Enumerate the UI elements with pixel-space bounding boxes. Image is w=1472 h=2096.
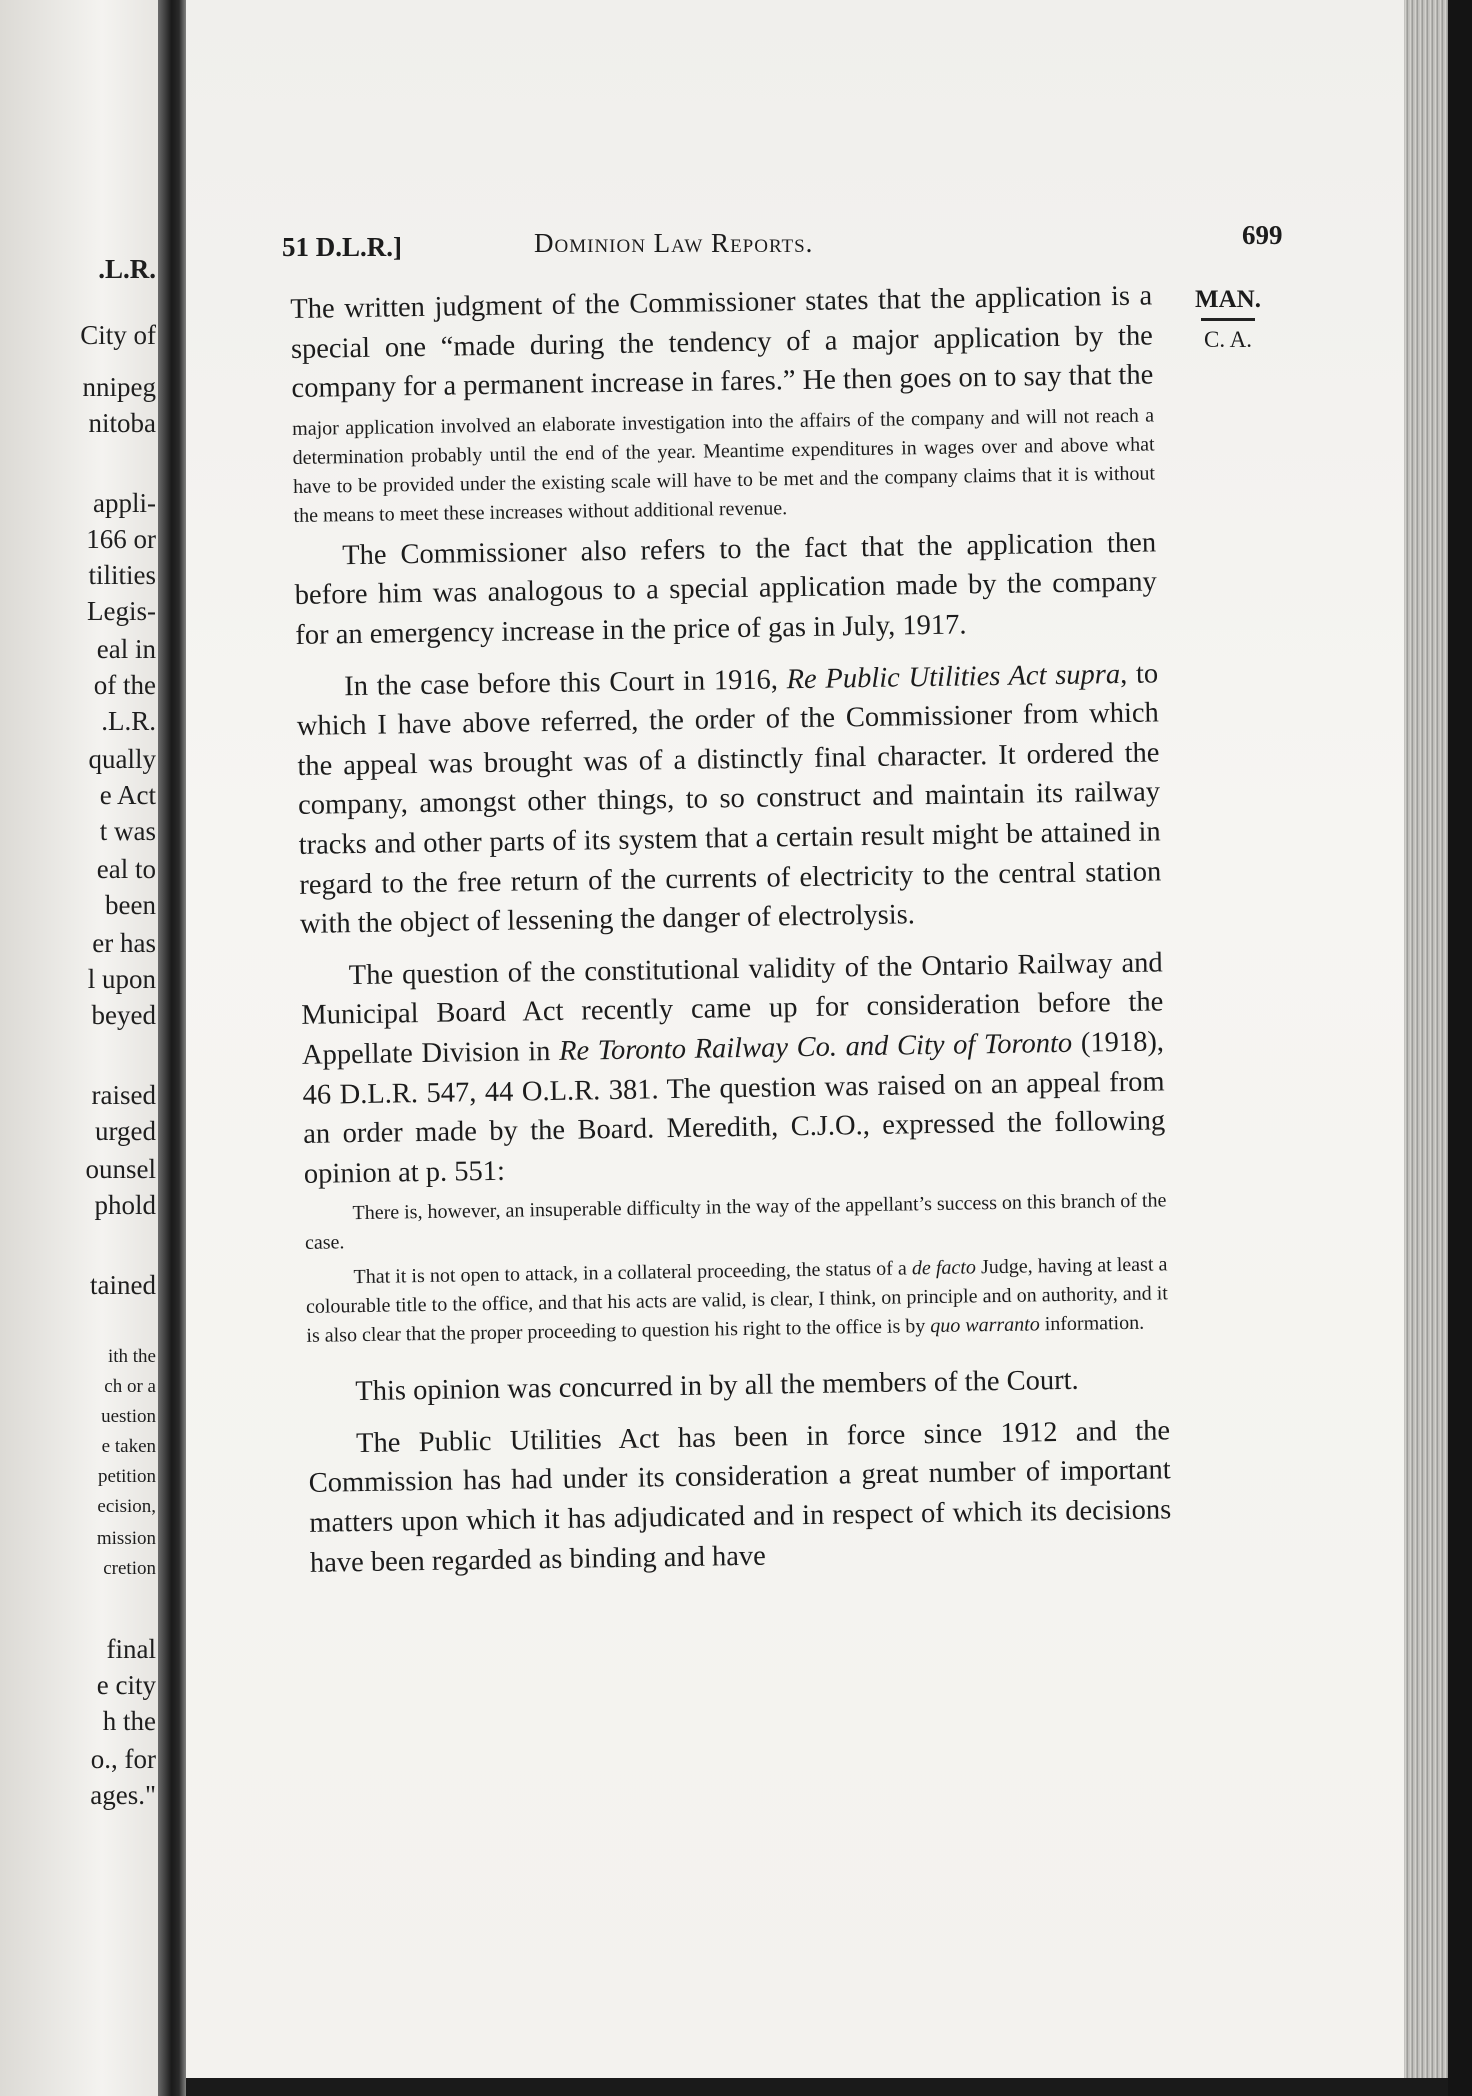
left-page-line: of the xyxy=(93,670,156,700)
paragraph-3-text-a: In the case before this Court in 1916, xyxy=(343,663,787,702)
left-page-line: Legis- xyxy=(87,596,156,626)
left-page-line: qually xyxy=(88,744,156,774)
book-gutter xyxy=(158,0,188,2096)
left-page-line: ecision, xyxy=(97,1496,156,1517)
left-page-line: l upon xyxy=(87,964,156,994)
paragraph-5: This opinion was concurred in by all the members of the Court. xyxy=(355,1365,1079,1408)
block-quote-2: There is, however, an insuperable difficulty in the way of the appellant’s success on this branch of the case. xyxy=(304,1189,1167,1255)
left-page-line: eal in xyxy=(96,634,156,664)
left-page-line: tained xyxy=(90,1270,156,1300)
block-quote-3 xyxy=(305,1251,1168,1352)
paragraph-3 xyxy=(296,654,1162,945)
left-page-line: ch or a xyxy=(104,1376,156,1397)
left-page-line: petition xyxy=(97,1466,156,1487)
margin-court-note xyxy=(1188,286,1268,353)
left-page-line: cretion xyxy=(103,1558,156,1579)
left-page-line: ages." xyxy=(90,1780,156,1810)
left-page-line: been xyxy=(105,890,156,920)
left-page-line: e taken xyxy=(101,1436,156,1457)
block-quote-1: major application involved an elaborate investigation into the affairs of the company and will not reach a determination probably until the end of the year. Meantime expenditures in wages over and above what have to be provided under the existing scale will have to be met and the company claims that it is without the means to meet these increases without additional revenue. xyxy=(292,404,1156,527)
paragraph-4-text-b: (1918), 46 D.L.R. 547, 44 O.L.R. 381. The question was raised on an appeal from an order made by the Board. Meredith, C.J.O., expressed the following opinion at p. 551: xyxy=(302,1026,1166,1190)
left-page-line: urged xyxy=(95,1116,156,1146)
left-page-line: final xyxy=(106,1634,156,1664)
left-page-line: eal to xyxy=(96,854,156,884)
page-body xyxy=(290,276,1172,1583)
case-citation-toronto-railway: Re Toronto Railway Co. and City of Toronto xyxy=(558,1027,1073,1067)
left-page-line: uestion xyxy=(101,1406,156,1427)
right-page xyxy=(186,0,1408,2080)
case-citation-public-utilities: Re Public Utilities Act supra xyxy=(786,658,1121,695)
left-page-line: o., for xyxy=(90,1744,156,1774)
left-page-line: e Act xyxy=(99,780,156,810)
left-page-line: e city xyxy=(96,1670,156,1700)
term-de-facto: de facto xyxy=(911,1256,977,1280)
paragraph-6: The Public Utilities Act has been in force since 1912 and the Commission has had under its consideration a great number of important matters upon which it has adjudicated and in respect of which its decisions have been regarded as binding and have xyxy=(308,1415,1172,1579)
left-page-line: er has xyxy=(92,928,156,958)
left-page-line: raised xyxy=(91,1080,156,1110)
left-page-line: 166 or xyxy=(86,524,156,554)
scan-border-right xyxy=(1448,0,1472,2096)
left-page-line: tilities xyxy=(88,560,156,590)
paragraph-4-text-a: The question of the constitutional validity of the Ontario Railway and Municipal Board Act recently came up for consideration before the Appellate Division in xyxy=(301,947,1164,1071)
left-page-line: nitoba xyxy=(88,408,156,438)
running-head-title: Dominion Law Reports. xyxy=(534,228,814,258)
margin-rule xyxy=(1201,318,1255,321)
left-page-header: .L.R. xyxy=(98,254,156,284)
left-page-line: appli- xyxy=(93,488,156,518)
left-page-line: ounsel xyxy=(85,1154,156,1184)
term-quo-warranto: quo warranto xyxy=(930,1313,1040,1338)
paragraph-4 xyxy=(300,943,1166,1194)
left-page xyxy=(0,0,170,2096)
block-quote-3-text-b: Judge, having at least a colourable title to the office, and that his acts are valid, is clear, I think, on principle and on authority, and it is also clear that the proper proceeding to question his right to the office is by xyxy=(305,1253,1169,1348)
left-page-line: ith the xyxy=(107,1346,156,1367)
left-page-line: City of xyxy=(80,320,156,350)
page-number: 699 xyxy=(1242,220,1283,250)
block-quote-3-text-c: information. xyxy=(1039,1311,1145,1336)
paragraph-1: The written judgment of the Commissioner states that the application is a special one “made during the tendency of a major application by the company for a permanent increase in fares.” He then goes on to say that the xyxy=(290,280,1154,405)
margin-court: C. A. xyxy=(1204,327,1252,352)
block-quote-3-text-a: That it is not open to attack, in a collateral proceeding, the status of a xyxy=(353,1257,913,1289)
left-page-line: nnipeg xyxy=(82,372,156,402)
left-page-line: phold xyxy=(94,1190,156,1220)
running-head-volume: 51 D.L.R.] xyxy=(282,232,402,262)
margin-province: MAN. xyxy=(1195,286,1261,313)
paragraph-2: The Commissioner also refers to the fact that the application then before him was analogous to a special application made by the company for an emergency increase in the price of gas in July, 1917. xyxy=(294,527,1157,651)
left-page-line: mission xyxy=(96,1528,156,1549)
page-stack-edge xyxy=(1404,0,1450,2096)
scan-border-bottom xyxy=(186,2078,1448,2096)
left-page-line: h the xyxy=(102,1706,156,1736)
left-page-line: t was xyxy=(99,816,156,846)
left-page-line: .L.R. xyxy=(101,706,156,736)
left-page-line: beyed xyxy=(91,1000,156,1030)
paragraph-3-text-b: , to which I have above referred, the order of the Commissioner from which the appeal was brought was of a distinctly final character. It ordered the company, amongst other things, to so construct and maintain its railway tracks and other parts of its system that a certain result might be attained in regard to the free return of the currents of electricity to the central station with the object of lessening the danger of electrolysis. xyxy=(296,657,1162,941)
